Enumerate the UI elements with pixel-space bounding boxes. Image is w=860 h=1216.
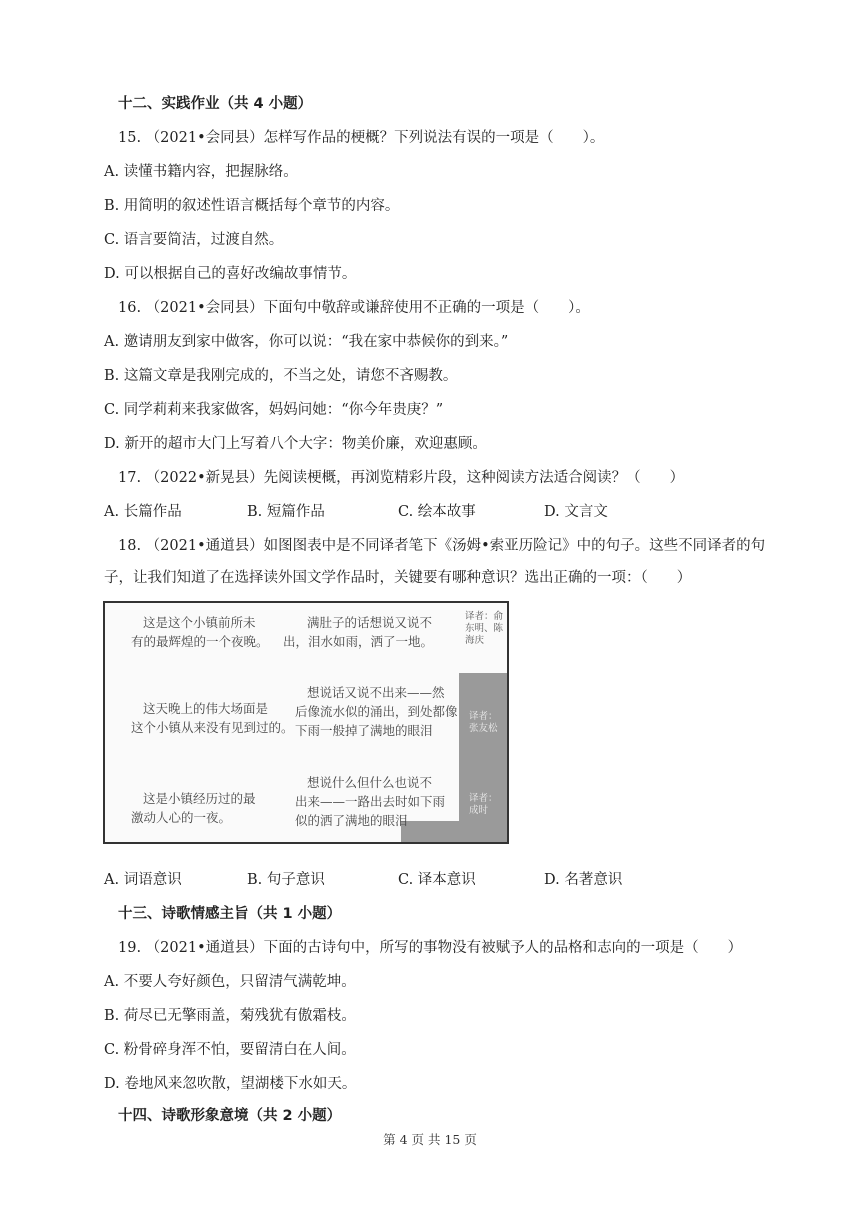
q17-option-b: B. 短篇作品 <box>247 504 325 520</box>
section-title-13: 十三、诗歌情感主旨（共 1 小题） <box>118 906 342 922</box>
section-title-14: 十四、诗歌形象意境（共 2 小题） <box>118 1108 342 1124</box>
q15-option-c: C. 语言要简洁，过渡自然。 <box>104 232 284 248</box>
q19-option-a: A. 不要人夸好颜色，只留清气满乾坤。 <box>104 974 356 990</box>
q17-option-d: D. 文言文 <box>544 504 608 520</box>
q15-option-b: B. 用简明的叙述性语言概括每个章节的内容。 <box>104 198 400 214</box>
q18-option-a: A. 词语意识 <box>104 872 182 888</box>
question-15-stem: 15. （2021•会同县）怎样写作品的梗概？下列说法有误的一项是（ ）。 <box>118 130 605 146</box>
question-18-stem-line1: 18. （2021•通道县）如图图表中是不同译者笔下《汤姆•索亚历险记》中的句子。这些不同译者的句 <box>118 538 766 554</box>
page-footer: 第 4 页 共 15 页 <box>383 1132 477 1147</box>
fig-row1-translator: 译者：俞东明、陈海庆 <box>465 611 504 646</box>
q18-option-d: D. 名著意识 <box>544 872 623 888</box>
fig-shaded-column <box>459 673 509 844</box>
q17-option-a: A. 长篇作品 <box>104 504 182 520</box>
fig-row2-translator: 译者：张友松 <box>469 711 498 734</box>
fig-row1-left: 这是这个小镇前所未 有的最辉煌的一个夜晚。 <box>131 615 269 649</box>
q19-option-b: B. 荷尽已无擎雨盖，菊残犹有傲霜枝。 <box>104 1008 356 1024</box>
fig-row2-left: 这天晚上的伟大场面是 这个小镇从来没有见到过的。 <box>131 701 294 735</box>
question-16-stem: 16. （2021•会同县）下面句中敬辞或谦辞使用不正确的一项是（ ）。 <box>118 300 590 316</box>
q15-option-d: D. 可以根据自己的喜好改编故事情节。 <box>104 266 357 282</box>
translation-comparison-figure <box>103 601 509 844</box>
q15-option-a: A. 读懂书籍内容，把握脉络。 <box>104 164 298 180</box>
q16-option-b: B. 这篇文章是我刚完成的，不当之处，请您不吝赐教。 <box>104 368 458 384</box>
q16-option-c: C. 同学莉莉来我家做客，妈妈问她：“你今年贵庚？” <box>104 402 444 418</box>
question-19-stem: 19. （2021•通道县）下面的古诗句中，所写的事物没有被赋予人的品格和志向的一项是（ ） <box>118 940 743 956</box>
q17-option-c: C. 绘本故事 <box>398 504 476 520</box>
q16-option-d: D. 新开的超市大门上写着八个大字：物美价廉，欢迎惠顾。 <box>104 436 487 452</box>
fig-row1-mid: 满肚子的话想说又说不 出，泪水如雨，洒了一地。 <box>283 615 434 649</box>
fig-row3-translator: 译者：成时 <box>469 793 498 816</box>
q19-option-d: D. 卷地风来忽吹散，望湖楼下水如天。 <box>104 1076 357 1092</box>
section-title-12: 十二、实践作业（共 4 小题） <box>118 96 313 112</box>
question-18-stem-line2: 子，让我们知道了在选择读外国文学作品时，关键要有哪种意识？选出正确的一项：（ ） <box>104 570 692 586</box>
q18-option-b: B. 句子意识 <box>247 872 325 888</box>
q19-option-c: C. 粉骨碎身浑不怕，要留清白在人间。 <box>104 1042 356 1058</box>
q18-option-c: C. 译本意识 <box>398 872 476 888</box>
fig-row3-left: 这是小镇经历过的最 激动人心的一夜。 <box>131 791 256 825</box>
q16-option-a: A. 邀请朋友到家中做客，你可以说：“我在家中恭候你的到来。” <box>104 334 509 350</box>
fig-row3-mid: 想说什么但什么也说不 出来——一路出去时如下雨 似的洒了满地的眼泪 <box>295 775 446 828</box>
fig-row2-mid: 想说话又说不出来——然 后像流水似的涌出，到处都像 下雨一般掉了满地的眼泪 <box>295 685 458 738</box>
question-17-stem: 17. （2022•新晃县）先阅读梗概，再浏览精彩片段，这种阅读方法适合阅读？（ ） <box>118 470 685 486</box>
